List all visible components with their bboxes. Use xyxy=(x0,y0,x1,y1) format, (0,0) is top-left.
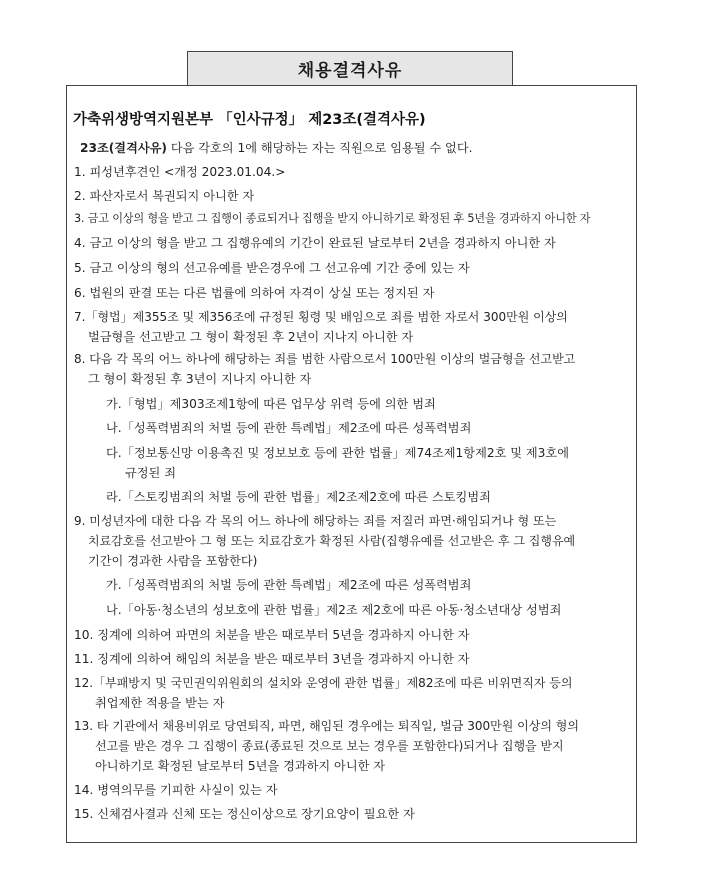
intro-text: 다음 각호의 1에 해당하는 자는 직원으로 임용될 수 없다. xyxy=(166,141,473,155)
list-item: 2. 파산자로서 복권되지 아니한 자 xyxy=(74,189,255,203)
list-item-continuation: 취업제한 적용을 받는 자 xyxy=(95,696,225,710)
list-item: 10. 징계에 의하여 파면의 처분을 받은 때로부터 5년을 경과하지 아니한 자 xyxy=(74,628,470,642)
list-item-continuation: 선고를 받은 경우 그 집행이 종료(종료된 것으로 보는 경우를 포함한다)되거나 집행을 받지 xyxy=(95,739,564,753)
intro-label: 23조(결격사유) xyxy=(80,141,167,155)
list-item-continuation: 벌금형을 선고받고 그 형이 확정된 후 2년이 지나지 아니한 자 xyxy=(88,330,414,344)
list-item: 7.「형법」제355조 및 제356조에 규정된 횡령 및 배임으로 죄를 범한 자로서 300만원 이상의 xyxy=(74,310,568,324)
list-item: 11. 징계에 의하여 해임의 처분을 받은 때로부터 3년을 경과하지 아니한 자 xyxy=(74,652,470,666)
list-item-continuation: 아니하기로 확정된 날로부터 5년을 경과하지 아니한 자 xyxy=(95,759,386,773)
list-subitem: 가.「형법」제303조제1항에 따른 업무상 위력 등에 의한 범죄 xyxy=(106,397,436,411)
list-item: 15. 신체검사결과 신체 또는 정신이상으로 장기요양이 필요한 자 xyxy=(74,807,415,821)
list-subitem-continuation: 규정된 죄 xyxy=(125,466,176,480)
list-item: 13. 타 기관에서 채용비위로 당연퇴직, 파면, 해임된 경우에는 퇴직일, 벌금 300만원 이상의 형의 xyxy=(74,719,579,733)
list-item: 9. 미성년자에 대한 다음 각 목의 어느 하나에 해당하는 죄를 저질러 파면·해임되거나 형 또는 xyxy=(74,514,557,528)
list-item-continuation: 그 형이 확정된 후 3년이 지나지 아니한 자 xyxy=(88,372,312,386)
list-item: 3. 금고 이상의 형을 받고 그 집행이 종료되거나 집행을 받지 아니하기로 확정된 후 5년을 경과하지 아니한 자 xyxy=(74,212,591,225)
regulation-heading: 가축위생방역지원본부 「인사규정」 제23조(결격사유) xyxy=(73,112,426,128)
list-item: 12.「부패방지 및 국민권익위원회의 설치와 운영에 관한 법률」제82조에 따른 비위면직자 등의 xyxy=(74,676,573,690)
intro-line xyxy=(80,141,472,155)
list-subitem: 다.「정보통신망 이용촉진 및 정보보호 등에 관한 법률」제74조제1항제2호 및 제3호에 xyxy=(106,446,569,460)
list-item: 1. 피성년후견인 <개정 2023.01.04.> xyxy=(74,165,286,179)
document-title: 채용결격사유 xyxy=(187,51,513,85)
list-item-continuation: 치료감호를 선고받아 그 형 또는 치료감호가 확정된 사람(집행유예를 선고받은 후 그 집행유예 xyxy=(88,534,576,548)
list-subitem: 라.「스토킹범죄의 처벌 등에 관한 법률」제2조제2호에 따른 스토킹범죄 xyxy=(106,490,491,504)
list-subitem: 나.「아동·청소년의 성보호에 관한 법률」제2조 제2호에 따른 아동·청소년대상 성범죄 xyxy=(106,603,562,617)
list-item: 6. 법원의 판결 또는 다른 법률에 의하여 자격이 상실 또는 정지된 자 xyxy=(74,286,435,300)
list-item: 4. 금고 이상의 형을 받고 그 집행유예의 기간이 완료된 날로부터 2년을 경과하지 아니한 자 xyxy=(74,236,556,250)
list-item: 14. 병역의무를 기피한 사실이 있는 자 xyxy=(74,783,278,797)
list-item: 8. 다음 각 목의 어느 하나에 해당하는 죄를 범한 사람으로서 100만원 이상의 벌금형을 선고받고 xyxy=(74,352,576,366)
list-item: 5. 금고 이상의 형의 선고유예를 받은경우에 그 선고유예 기간 중에 있는 자 xyxy=(74,261,470,275)
list-subitem: 나.「성폭력범죄의 처벌 등에 관한 특례법」제2조에 따른 성폭력범죄 xyxy=(106,421,472,435)
list-subitem: 가.「성폭력범죄의 처벌 등에 관한 특례법」제2조에 따른 성폭력범죄 xyxy=(106,578,472,592)
list-item-continuation: 기간이 경과한 사람을 포함한다) xyxy=(88,554,258,568)
